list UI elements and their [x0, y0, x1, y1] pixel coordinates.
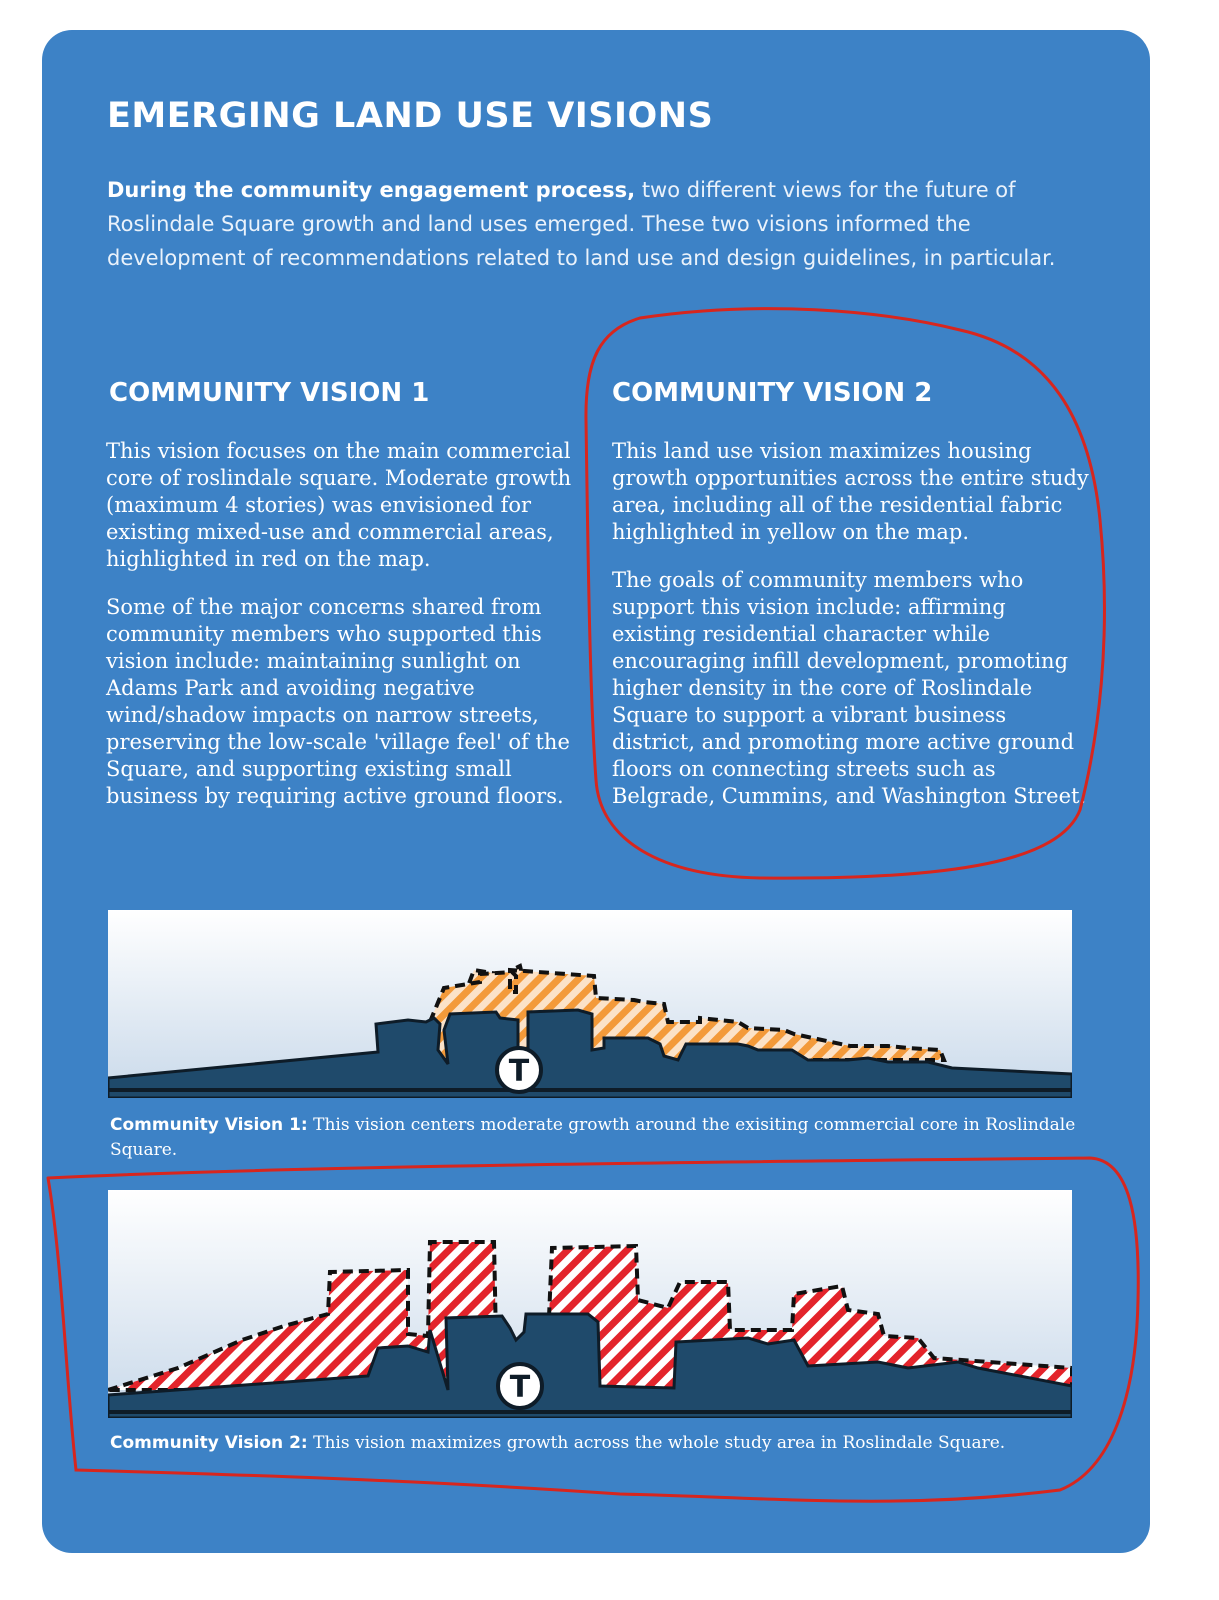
- page-title: EMERGING LAND USE VISIONS: [107, 96, 714, 136]
- intro-body: two different views for the future of Roslindale Square growth and land uses emerged. These two visions informed the development of recommendations related to land use and design guidelines, in particular.: [107, 178, 1056, 270]
- intro-bold-lead: During the community engagement process,: [107, 178, 636, 202]
- vision2-caption-label: Community Vision 2:: [110, 1433, 308, 1453]
- vision1-text: [106, 438, 591, 831]
- vision2-text: [612, 438, 1092, 831]
- transit-t-icon: T: [509, 1370, 531, 1405]
- transit-t-icon: T: [508, 1054, 530, 1089]
- intro-paragraph: [107, 173, 1087, 275]
- vision2-paragraph-1: This land use vision maximizes housing growth opportunities across the entire study area, including all of the residential fabric highlighted in yellow on the map.: [612, 439, 1089, 544]
- vision1-skyline-illustration: [108, 910, 1072, 1098]
- vision2-skyline-illustration: [108, 1190, 1072, 1418]
- vision2-caption: [110, 1431, 1080, 1456]
- vision2-heading: COMMUNITY VISION 2: [612, 378, 933, 408]
- vision2-caption-text: This vision maximizes growth across the whole study area in Roslindale Square.: [307, 1433, 1006, 1453]
- vision1-paragraph-1: This vision focuses on the main commercial core of roslindale square. Moderate growth (maximum 4 stories) was envisioned for existing mixed-use and commercial areas, highlighted in red on the map.: [106, 439, 572, 571]
- vision1-caption: [110, 1113, 1080, 1163]
- vision1-heading: COMMUNITY VISION 1: [109, 378, 430, 408]
- vision1-caption-text: This vision centers moderate growth around the exisiting commercial core in Roslindale Square.: [110, 1115, 1076, 1160]
- vision2-paragraph-2: The goals of community members who support this vision include: affirming existing residential character while encouraging infill development, promoting higher density in the core of Roslindale Square to support a vibrant business district, and promoting more active ground floors on connecting streets such as Belgrade, Cummins, and Washington Street.: [612, 568, 1087, 808]
- vision1-paragraph-2: Some of the major concerns shared from community members who supported this vision include: maintaining sunlight on Adams Park and avoiding negative wind/shadow impacts on narrow streets, preserving the low-scale 'village feel' of the Square, and supporting existing small business by requiring active ground floors.: [106, 595, 570, 808]
- vision1-caption-label: Community Vision 1:: [110, 1115, 308, 1135]
